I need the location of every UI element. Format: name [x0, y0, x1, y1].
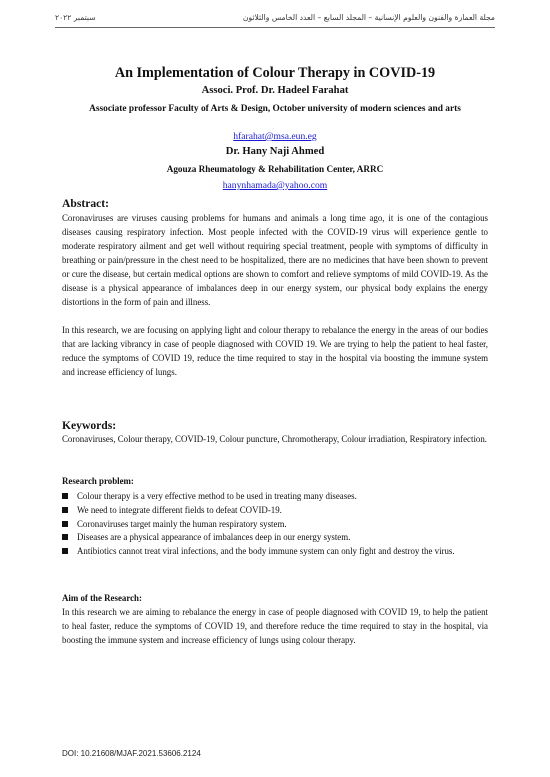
journal-name-arabic: مجلة العمارة والفنون والعلوم الإنسانية – المجلد السابع – العدد الخامس والثلاثون: [242, 12, 495, 22]
aim-heading: Aim of the Research:: [62, 593, 142, 603]
list-item: Antibiotics cannot treat viral infections, and the body immune system can only fight and destroy the virus.: [62, 545, 488, 559]
author-1-affiliation: Associate professor Faculty of Arts & Design, October university of modern sciences and arts: [89, 104, 461, 114]
author-2-name: Dr. Hany Naji Ahmed: [225, 146, 325, 157]
author-2-email-line: [50, 180, 500, 191]
aim-text: In this research we are aiming to rebalance the energy in case of people diagnosed with COVID 19, to help the patient to heal faster, reduce the symptoms of COVID 19, and therefore reduce the time required to stay in the hospital, via boosting the immune system and increase efficiency of lungs using colour therapy.: [62, 607, 488, 645]
square-bullet-icon: [62, 507, 68, 513]
square-bullet-icon: [62, 548, 68, 554]
keywords-heading: Keywords:: [62, 419, 117, 432]
abstract-paragraph-1: Coronaviruses are viruses causing problems for humans and animals a long time ago, it is one of the contagious diseases causing respiratory infection. Most people infected with the COVID-19 virus will experience gentle to moderate respiratory ailment and get well without requiring special treatment, people with symptoms of difficulty in breathing or pain/pressure in the chest need to be hospitalized, there are no medicines that have been shown to prevent or cure the disease, but certain medical options are shown to comfort and relieve symptoms of mild COVID-19. As the disease is a physical appearance of imbalances deep in our energy system, our physical body explains the energy distortions in the form of pain and illness.: [62, 213, 488, 307]
research-problem-list: [62, 490, 488, 559]
journal-running-header: [55, 10, 495, 24]
keywords-text: Coronaviruses, Colour therapy, COVID-19, Colour puncture, Chromotherapy, Colour irradiation, Respiratory infection.: [62, 434, 488, 444]
author-1-email-line: [50, 131, 500, 142]
author-2-affiliation: Agouza Rheumatology & Rehabilitation Center, ARRC: [166, 164, 384, 174]
author-2-email-link[interactable]: hanynhamada@yahoo.com: [222, 180, 328, 191]
paper-title: An Implementation of Colour Therapy in COVID-19: [114, 65, 436, 81]
doi-footer: DOI: 10.21608/MJAF.2021.53606.2124: [62, 749, 201, 758]
author-1-email-link[interactable]: hfarahat@msa.eun.eg: [233, 131, 317, 142]
list-item: We need to integrate different fields to defeat COVID-19.: [62, 504, 488, 518]
author-1-name: Associ. Prof. Dr. Hadeel Farahat: [201, 85, 349, 96]
abstract-paragraph-2: In this research, we are focusing on applying light and colour therapy to rebalance the energy in the areas of our bodies that are lacking vibrancy in case of people diagnosed with COVID 19. We are trying to help the patient to heal faster, reduce the symptoms of COVID 19, reduce the time required to stay in the hospital via boosting the immune system and increase efficiency of lungs.: [62, 325, 488, 377]
list-item: Diseases are a physical appearance of imbalances deep in our energy system.: [62, 531, 488, 545]
list-item: Coronaviruses target mainly the human respiratory system.: [62, 518, 488, 532]
square-bullet-icon: [62, 534, 68, 540]
header-divider: [55, 27, 495, 28]
square-bullet-icon: [62, 493, 68, 499]
square-bullet-icon: [62, 521, 68, 527]
abstract-heading: Abstract:: [62, 197, 110, 210]
list-item: Colour therapy is a very effective method to be used in treating many diseases.: [62, 490, 488, 504]
issue-date-arabic: سبتمبر ٢٠٢٢: [55, 12, 96, 22]
research-problem-heading: Research problem:: [62, 476, 134, 486]
